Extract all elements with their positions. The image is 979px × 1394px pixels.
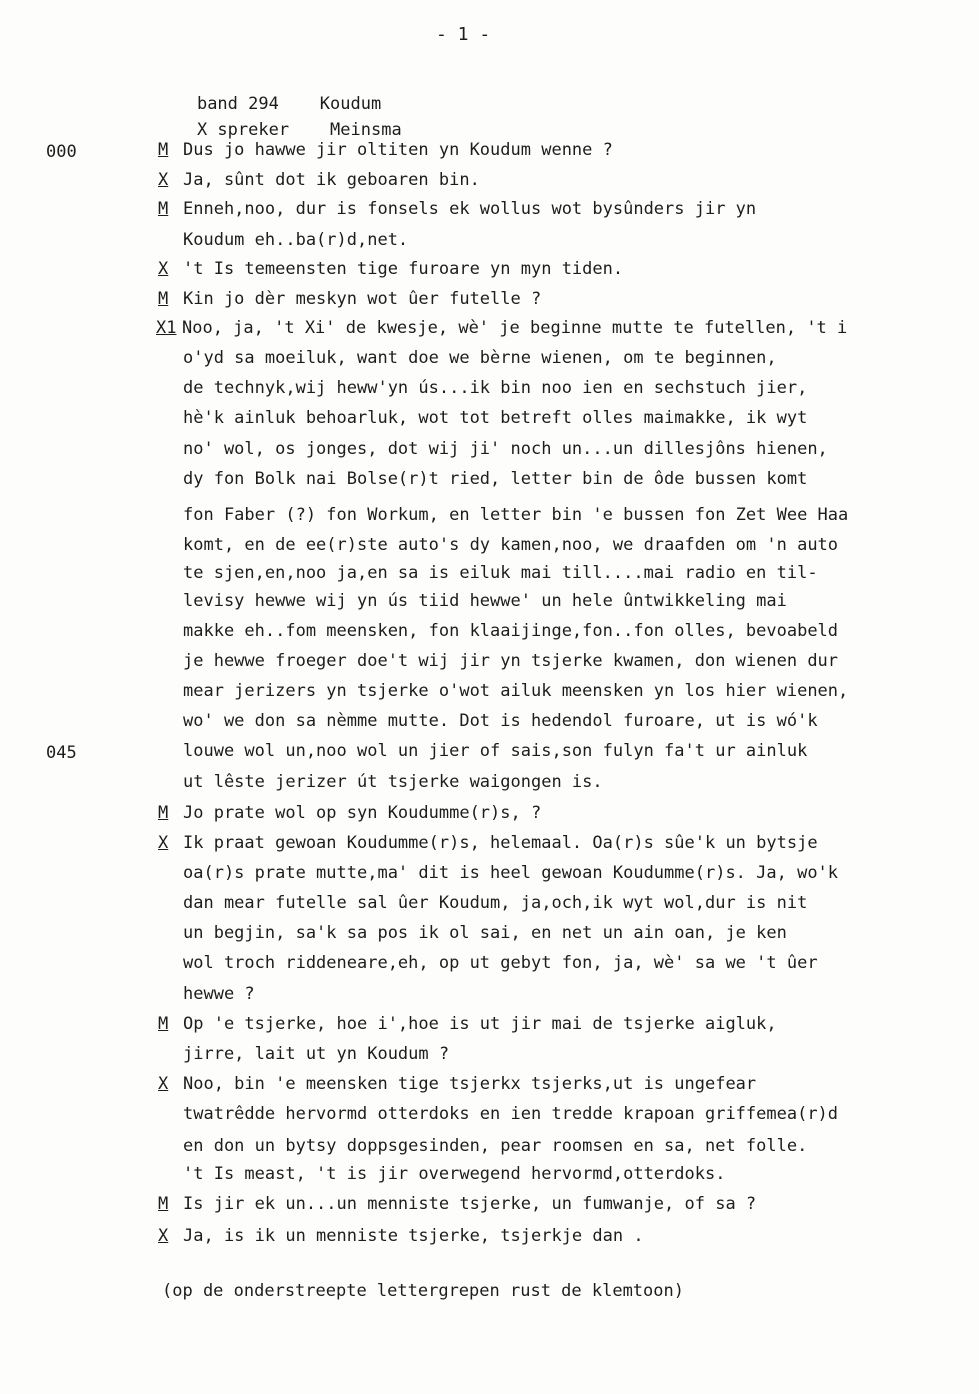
transcript-line: de technyk,wij heww'yn ús...ik bin noo ien en sechstuch jier,	[183, 378, 808, 398]
speaker-marker: M	[158, 140, 169, 160]
transcript-line: Noo, ja, 't Xi' de kwesje, wè' je beginne mutte te futellen, 't i	[182, 318, 848, 338]
transcript-line: ut lêste jerizer út tsjerke waigongen is.	[183, 772, 603, 792]
footnote: (op de onderstreepte lettergrepen rust de klemtoon)	[162, 1281, 684, 1301]
speaker-marker: X1	[156, 318, 177, 338]
transcript-line: 't Is temeensten tige furoare yn myn tiden.	[183, 259, 624, 279]
band-label: band 294	[196, 94, 279, 114]
transcript-line: hewwe ?	[183, 984, 255, 1004]
tape-counter: 000	[46, 142, 77, 162]
transcript-line: o'yd sa moeiluk, want doe we bèrne wienen, om te beginnen,	[183, 348, 777, 368]
transcript-line: wol troch riddeneare,eh, op ut gebyt fon, ja, wè' sa we 't ûer	[183, 953, 818, 973]
transcript-line: 't Is meast, 't is jir overwegend hervormd,otterdoks.	[183, 1164, 726, 1184]
transcript-line: dan mear futelle sal ûer Koudum, ja,och,ik wyt wol,dur is nit	[183, 893, 808, 913]
speaker-marker: X	[158, 833, 169, 853]
speaker-marker: M	[158, 289, 169, 309]
place-name: Koudum	[319, 94, 382, 114]
transcript-line: un begjin, sa'k sa pos ik ol sai, en net un ain oan, je ken	[183, 923, 787, 943]
speaker-label: X spreker	[196, 120, 290, 140]
speaker-name: Meinsma	[330, 120, 402, 140]
transcript-line: Op 'e tsjerke, hoe i',hoe is ut jir mai de tsjerke aigluk,	[183, 1014, 777, 1034]
speaker-marker: X	[158, 1226, 169, 1246]
transcript-line: hè'k ainluk behoarluk, wot tot betreft olles maimakke, ik wyt	[183, 408, 808, 428]
transcript-line: levisy hewwe wij yn ús tiid hewwe' un hele ûntwikkeling mai	[183, 591, 787, 611]
tape-counter: 045	[46, 743, 77, 763]
transcript-line: mear jerizers yn tsjerke o'wot ailuk meensken yn los hier wienen,	[183, 681, 849, 701]
transcript-line: no' wol, os jonges, dot wij ji' noch un...un dillesjôns hienen,	[183, 439, 828, 459]
transcript-line: te sjen,en,noo ja,en sa is eiluk mai till....mai radio en til-	[183, 563, 818, 583]
transcript-line: dy fon Bolk nai Bolse(r)t ried, letter bin de ôde bussen komt	[183, 469, 808, 489]
speaker-marker: M	[158, 199, 169, 219]
transcript-line: jirre, lait ut yn Koudum ?	[183, 1044, 450, 1064]
transcript-line: Ik praat gewoan Koudumme(r)s, helemaal. Oa(r)s sûe'k un bytsje	[183, 833, 818, 853]
transcript-line: wo' we don sa nèmme mutte. Dot is hedendol furoare, ut is wó'k	[183, 711, 818, 731]
speaker-marker: X	[158, 1074, 169, 1094]
transcript-line: Is jir ek un...un menniste tsjerke, un fumwanje, of sa ?	[183, 1194, 757, 1214]
transcript-line: Ja, sûnt dot ik geboaren bin.	[183, 170, 480, 190]
page-number: - 1 -	[436, 24, 491, 45]
transcript-line: makke eh..fom meensken, fon klaaijinge,fon..fon olles, bevoabeld	[183, 621, 839, 641]
transcript-line: louwe wol un,noo wol un jier of sais,son fulyn fa't ur ainluk	[183, 741, 808, 761]
transcript-line: oa(r)s prate mutte,ma' dit is heel gewoan Koudumme(r)s. Ja, wo'k	[183, 863, 839, 883]
speaker-marker: M	[158, 1194, 169, 1214]
transcript-line: Dus jo hawwe jir oltiten yn Koudum wenne ?	[183, 140, 613, 160]
transcript-line: Koudum eh..ba(r)d,net.	[183, 230, 409, 250]
speaker-marker: M	[158, 803, 169, 823]
transcript-line: en don un bytsy doppsgesinden, pear roomsen en sa, net folle.	[183, 1136, 808, 1156]
transcript-line: fon Faber (?) fon Workum, en letter bin 'e bussen fon Zet Wee Haa	[183, 505, 849, 525]
transcript-line: je hewwe froeger doe't wij jir yn tsjerke kwamen, don wienen dur	[183, 651, 839, 671]
transcript-line: komt, en de ee(r)ste auto's dy kamen,noo, we draafden om 'n auto	[183, 535, 839, 555]
transcript-line: Kin jo dèr meskyn wot ûer futelle ?	[183, 289, 542, 309]
speaker-marker: X	[158, 259, 169, 279]
transcript-line: Noo, bin 'e meensken tige tsjerkx tsjerks,ut is ungefear	[183, 1074, 757, 1094]
transcript-line: Ja, is ik un menniste tsjerke, tsjerkje dan .	[183, 1226, 644, 1246]
transcript-line: Enneh,noo, dur is fonsels ek wollus wot bysûnders jir yn	[183, 199, 757, 219]
transcript-line: Jo prate wol op syn Koudumme(r)s, ?	[183, 803, 542, 823]
transcript-line: twatrêdde hervormd otterdoks en ien tredde krapoan griffemea(r)d	[183, 1104, 839, 1124]
speaker-marker: X	[158, 170, 169, 190]
speaker-marker: M	[158, 1014, 169, 1034]
